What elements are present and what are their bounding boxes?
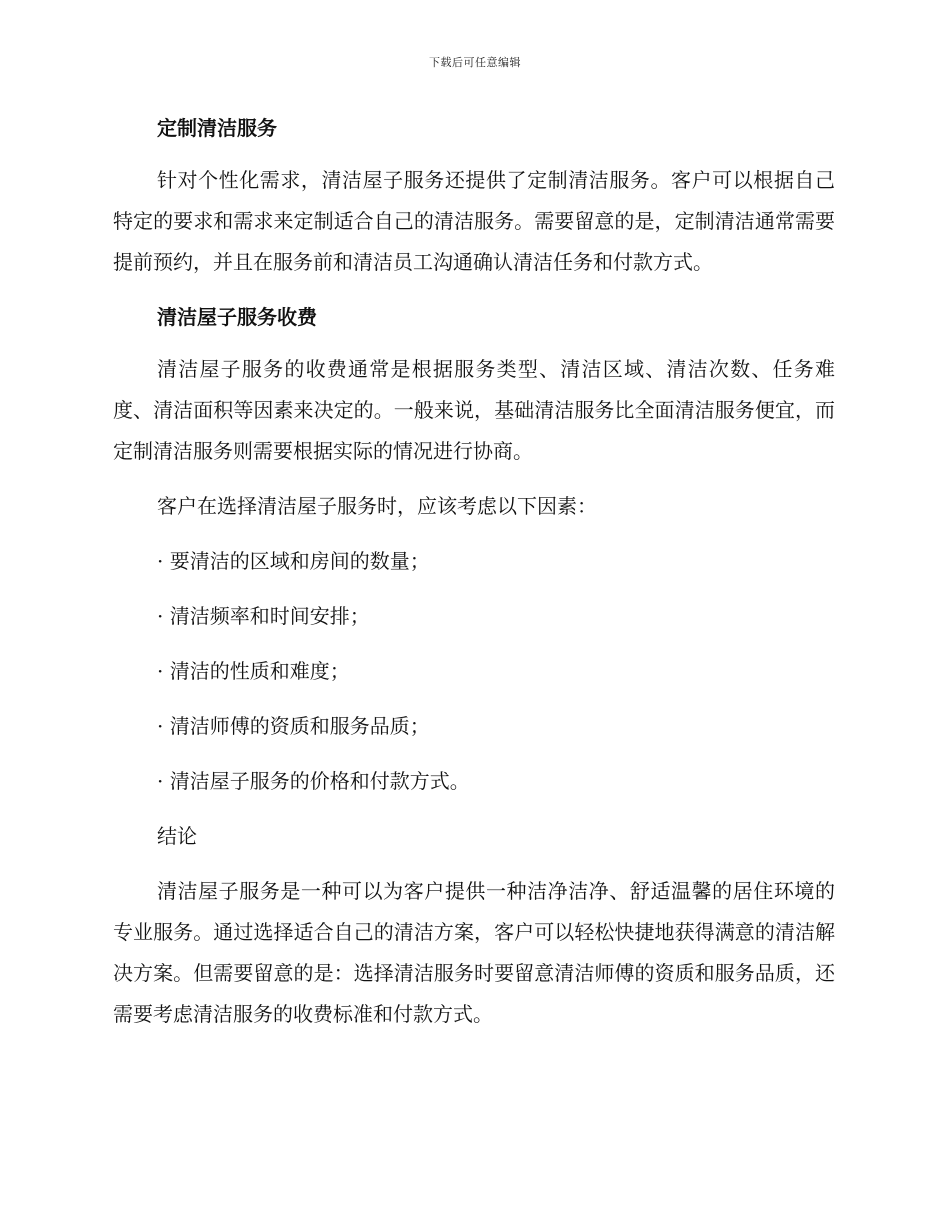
document-body	[113, 108, 835, 1035]
factors-intro: 客户在选择清洁屋子服务时，应该考虑以下因素：	[157, 494, 597, 518]
custom-cleaning-paragraph: 针对个性化需求，清洁屋子服务还提供了定制清洁服务。客户可以根据自己特定的要求和需求来定制适合自己的清洁服务。需要留意的是，定制清洁通常需要提前预约，并且在服务前和清洁员工沟通确认清洁任务和付款方式。	[113, 168, 835, 274]
factor-item: · 清洁的性质和难度；	[157, 659, 350, 683]
service-fees-heading: 清洁屋子服务收费	[157, 305, 317, 329]
factor-item: · 清洁师傅的资质和服务品质；	[157, 714, 430, 738]
service-fees-paragraph: 清洁屋子服务的收费通常是根据服务类型、清洁区域、清洁次数、任务难度、清洁面积等因素来决定的。一般来说，基础清洁服务比全面清洁服务便宜，而定制清洁服务则需要根据实际的情况进行协商。	[113, 357, 835, 463]
custom-cleaning-heading: 定制清洁服务	[157, 116, 277, 140]
page-header: 下载后可任意编辑	[429, 56, 521, 69]
conclusion-heading: 结论	[157, 824, 197, 848]
factor-item: · 清洁屋子服务的价格和付款方式。	[157, 769, 470, 793]
conclusion-paragraph: 清洁屋子服务是一种可以为客户提供一种洁净洁净、舒适温馨的居住环境的专业服务。通过选择适合自己的清洁方案，客户可以轻松快捷地获得满意的清洁解决方案。但需要留意的是：选择清洁服务时要留意清洁师傅的资质和服务品质，还需要考虑清洁服务的收费标准和付款方式。	[113, 879, 835, 1026]
factor-item: · 清洁频率和时间安排；	[157, 604, 370, 628]
factor-item: · 要清洁的区域和房间的数量；	[157, 549, 430, 573]
